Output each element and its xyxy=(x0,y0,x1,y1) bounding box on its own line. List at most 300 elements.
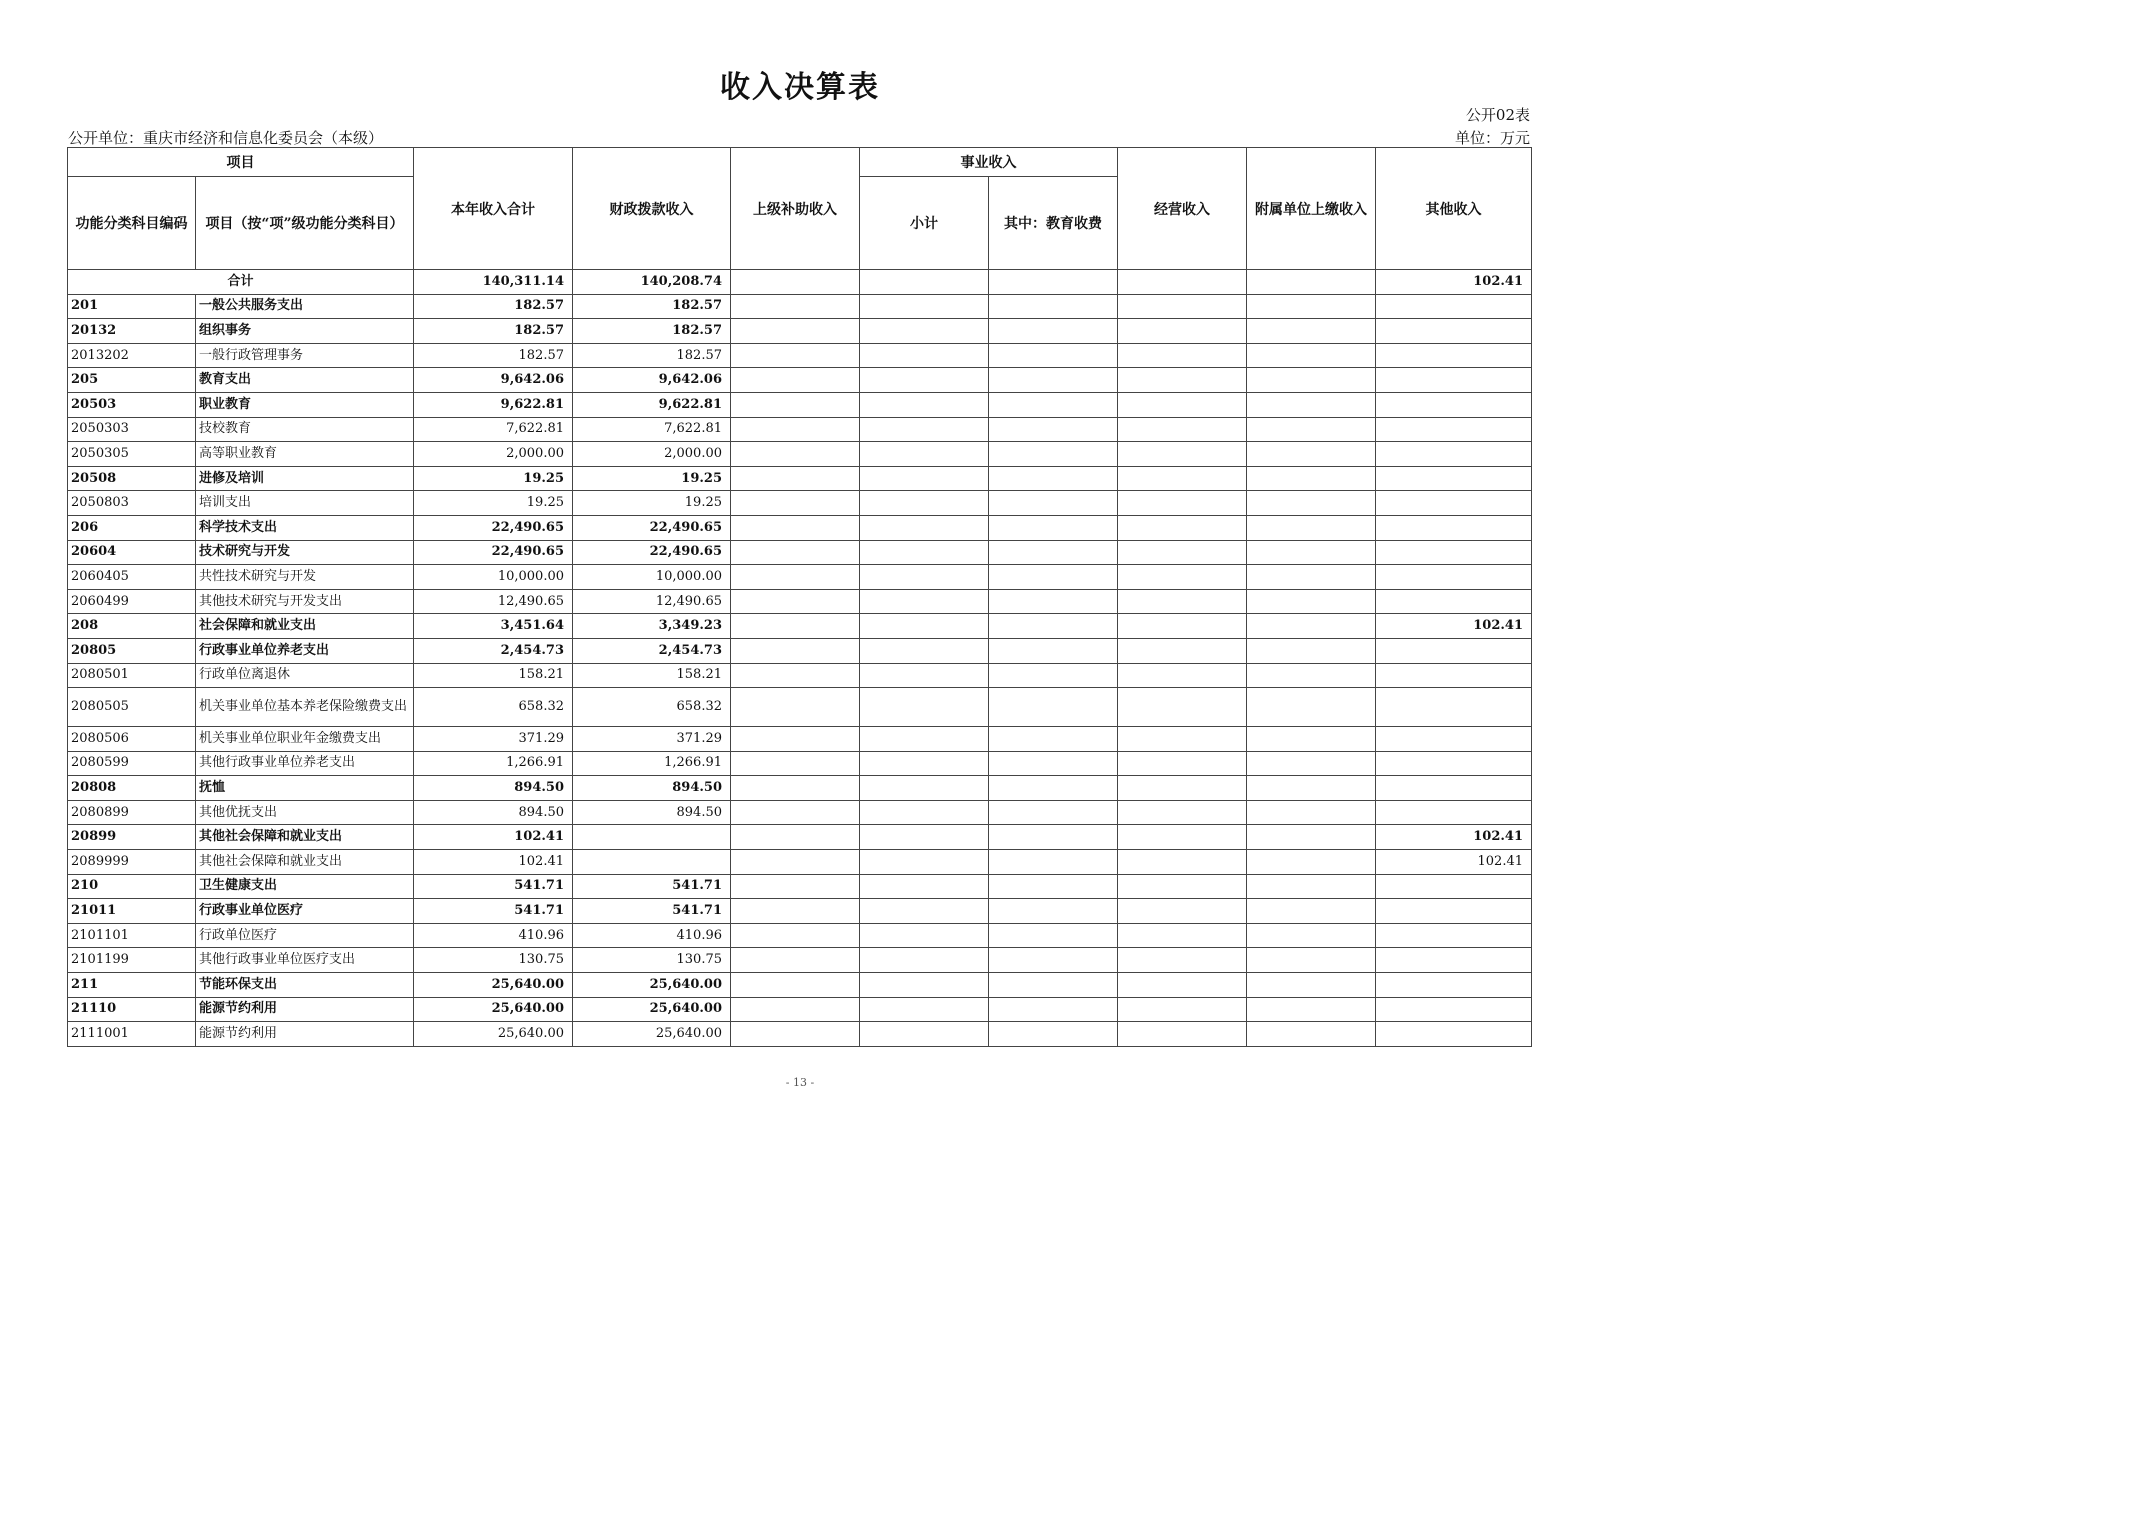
row-superior xyxy=(731,751,860,776)
header-edu: 其中：教育收费 xyxy=(989,177,1118,270)
row-edu xyxy=(989,923,1118,948)
row-superior xyxy=(731,294,860,319)
row-other xyxy=(1376,343,1532,368)
row-superior xyxy=(731,417,860,442)
row-subtotal xyxy=(860,825,989,850)
row-code: 206 xyxy=(68,515,196,540)
header-project: 项目 xyxy=(68,148,414,177)
reporting-unit: 公开单位：重庆市经济和信息化委员会（本级） xyxy=(68,129,384,147)
row-fiscal: 22,490.65 xyxy=(573,540,731,565)
row-operating xyxy=(1118,491,1247,516)
table-row xyxy=(68,688,1532,727)
row-subtotal xyxy=(860,688,989,727)
row-affiliated xyxy=(1247,638,1376,663)
table-row xyxy=(68,850,1532,875)
row-edu xyxy=(989,319,1118,344)
row-total: 25,640.00 xyxy=(414,1022,573,1047)
row-total: 102.41 xyxy=(414,850,573,875)
row-operating xyxy=(1118,663,1247,688)
row-subtotal xyxy=(860,874,989,899)
row-total: 25,640.00 xyxy=(414,997,573,1022)
row-other xyxy=(1376,776,1532,801)
row-edu xyxy=(989,442,1118,467)
row-fiscal: 25,640.00 xyxy=(573,1022,731,1047)
row-name: 行政事业单位养老支出 xyxy=(196,638,414,663)
row-name: 共性技术研究与开发 xyxy=(196,565,414,590)
row-operating xyxy=(1118,442,1247,467)
row-code: 2089999 xyxy=(68,850,196,875)
row-superior xyxy=(731,319,860,344)
row-affiliated xyxy=(1247,442,1376,467)
row-edu xyxy=(989,948,1118,973)
row-code: 2050303 xyxy=(68,417,196,442)
row-affiliated xyxy=(1247,417,1376,442)
table-row xyxy=(68,638,1532,663)
row-superior xyxy=(731,515,860,540)
row-name: 培训支出 xyxy=(196,491,414,516)
total-row xyxy=(68,270,1532,295)
row-total: 25,640.00 xyxy=(414,973,573,998)
total-label: 合计 xyxy=(68,270,414,295)
row-operating xyxy=(1118,368,1247,393)
row-edu xyxy=(989,343,1118,368)
row-total: 9,642.06 xyxy=(414,368,573,393)
row-subtotal xyxy=(860,899,989,924)
row-superior xyxy=(731,874,860,899)
row-total: 9,622.81 xyxy=(414,392,573,417)
row-operating xyxy=(1118,343,1247,368)
row-other: 102.41 xyxy=(1376,614,1532,639)
row-affiliated xyxy=(1247,997,1376,1022)
row-fiscal: 894.50 xyxy=(573,800,731,825)
row-affiliated xyxy=(1247,614,1376,639)
row-fiscal: 19.25 xyxy=(573,466,731,491)
row-name: 技校教育 xyxy=(196,417,414,442)
row-fiscal: 3,349.23 xyxy=(573,614,731,639)
row-total: 182.57 xyxy=(414,294,573,319)
row-subtotal xyxy=(860,948,989,973)
row-superior xyxy=(731,776,860,801)
row-edu xyxy=(989,540,1118,565)
row-name: 其他技术研究与开发支出 xyxy=(196,589,414,614)
table-row xyxy=(68,466,1532,491)
row-affiliated xyxy=(1247,392,1376,417)
row-operating xyxy=(1118,850,1247,875)
row-other xyxy=(1376,688,1532,727)
row-total: 2,454.73 xyxy=(414,638,573,663)
row-total: 19.25 xyxy=(414,466,573,491)
table-row xyxy=(68,417,1532,442)
table-row xyxy=(68,923,1532,948)
table-row xyxy=(68,589,1532,614)
row-superior xyxy=(731,1022,860,1047)
total-fiscal: 140,208.74 xyxy=(573,270,731,295)
row-total: 22,490.65 xyxy=(414,515,573,540)
row-fiscal: 541.71 xyxy=(573,874,731,899)
row-total: 894.50 xyxy=(414,776,573,801)
row-edu xyxy=(989,973,1118,998)
table-row xyxy=(68,825,1532,850)
row-superior xyxy=(731,800,860,825)
row-fiscal: 10,000.00 xyxy=(573,565,731,590)
row-code: 2050803 xyxy=(68,491,196,516)
row-total: 182.57 xyxy=(414,343,573,368)
table-row xyxy=(68,565,1532,590)
row-edu xyxy=(989,899,1118,924)
row-edu xyxy=(989,614,1118,639)
row-superior xyxy=(731,825,860,850)
row-affiliated xyxy=(1247,776,1376,801)
row-superior xyxy=(731,368,860,393)
row-code: 201 xyxy=(68,294,196,319)
header-affiliated: 附属单位上缴收入 xyxy=(1247,148,1376,270)
table-row xyxy=(68,319,1532,344)
row-subtotal xyxy=(860,776,989,801)
row-name: 其他行政事业单位医疗支出 xyxy=(196,948,414,973)
row-edu xyxy=(989,466,1118,491)
row-subtotal xyxy=(860,392,989,417)
row-operating xyxy=(1118,874,1247,899)
row-operating xyxy=(1118,776,1247,801)
row-other xyxy=(1376,294,1532,319)
row-name: 机关事业单位基本养老保险缴费支出 xyxy=(196,688,414,727)
row-affiliated xyxy=(1247,466,1376,491)
row-superior xyxy=(731,491,860,516)
row-fiscal: 12,490.65 xyxy=(573,589,731,614)
row-subtotal xyxy=(860,614,989,639)
row-edu xyxy=(989,638,1118,663)
header-operating: 经营收入 xyxy=(1118,148,1247,270)
row-total: 10,000.00 xyxy=(414,565,573,590)
header-superior: 上级补助收入 xyxy=(731,148,860,270)
row-other xyxy=(1376,923,1532,948)
row-operating xyxy=(1118,540,1247,565)
row-code: 20132 xyxy=(68,319,196,344)
row-code: 2111001 xyxy=(68,1022,196,1047)
row-name: 能源节约利用 xyxy=(196,1022,414,1047)
row-name: 能源节约利用 xyxy=(196,997,414,1022)
income-table xyxy=(67,147,1532,1047)
total-edu xyxy=(989,270,1118,295)
table-row xyxy=(68,663,1532,688)
total-superior xyxy=(731,270,860,295)
row-name: 科学技术支出 xyxy=(196,515,414,540)
row-code: 2080599 xyxy=(68,751,196,776)
row-fiscal: 410.96 xyxy=(573,923,731,948)
row-affiliated xyxy=(1247,368,1376,393)
row-fiscal: 182.57 xyxy=(573,343,731,368)
row-code: 2101101 xyxy=(68,923,196,948)
row-other xyxy=(1376,589,1532,614)
row-affiliated xyxy=(1247,850,1376,875)
row-total: 182.57 xyxy=(414,319,573,344)
row-operating xyxy=(1118,751,1247,776)
row-subtotal xyxy=(860,343,989,368)
row-other xyxy=(1376,442,1532,467)
row-name: 其他行政事业单位养老支出 xyxy=(196,751,414,776)
row-affiliated xyxy=(1247,751,1376,776)
row-name: 社会保障和就业支出 xyxy=(196,614,414,639)
table-row xyxy=(68,727,1532,752)
table-row xyxy=(68,1022,1532,1047)
row-code: 210 xyxy=(68,874,196,899)
row-total: 894.50 xyxy=(414,800,573,825)
row-other xyxy=(1376,663,1532,688)
row-fiscal xyxy=(573,825,731,850)
row-other xyxy=(1376,800,1532,825)
row-fiscal: 541.71 xyxy=(573,899,731,924)
total-operating xyxy=(1118,270,1247,295)
row-name: 进修及培训 xyxy=(196,466,414,491)
table-row xyxy=(68,751,1532,776)
row-fiscal: 25,640.00 xyxy=(573,997,731,1022)
row-operating xyxy=(1118,614,1247,639)
form-number: 公开02表 xyxy=(1465,106,1530,124)
row-other xyxy=(1376,948,1532,973)
row-other xyxy=(1376,973,1532,998)
row-name: 其他社会保障和就业支出 xyxy=(196,850,414,875)
row-total: 158.21 xyxy=(414,663,573,688)
row-code: 2080899 xyxy=(68,800,196,825)
row-fiscal: 894.50 xyxy=(573,776,731,801)
row-edu xyxy=(989,589,1118,614)
row-name: 抚恤 xyxy=(196,776,414,801)
page-title: 收入决算表 xyxy=(720,70,880,105)
row-name: 行政单位医疗 xyxy=(196,923,414,948)
row-edu xyxy=(989,874,1118,899)
row-code: 2013202 xyxy=(68,343,196,368)
table-row xyxy=(68,368,1532,393)
row-fiscal: 9,642.06 xyxy=(573,368,731,393)
row-superior xyxy=(731,614,860,639)
header-code: 功能分类科目编码 xyxy=(68,177,196,270)
row-total: 541.71 xyxy=(414,899,573,924)
row-superior xyxy=(731,899,860,924)
table-row xyxy=(68,540,1532,565)
row-subtotal xyxy=(860,515,989,540)
row-fiscal: 371.29 xyxy=(573,727,731,752)
table-body xyxy=(68,270,1532,1047)
row-subtotal xyxy=(860,973,989,998)
row-code: 208 xyxy=(68,614,196,639)
row-superior xyxy=(731,392,860,417)
row-other xyxy=(1376,997,1532,1022)
row-subtotal xyxy=(860,800,989,825)
table-row xyxy=(68,392,1532,417)
row-name: 技术研究与开发 xyxy=(196,540,414,565)
row-affiliated xyxy=(1247,343,1376,368)
row-code: 2060405 xyxy=(68,565,196,590)
row-superior xyxy=(731,663,860,688)
row-name: 节能环保支出 xyxy=(196,973,414,998)
row-affiliated xyxy=(1247,565,1376,590)
row-other: 102.41 xyxy=(1376,850,1532,875)
row-affiliated xyxy=(1247,589,1376,614)
row-name: 其他社会保障和就业支出 xyxy=(196,825,414,850)
row-total: 19.25 xyxy=(414,491,573,516)
row-code: 20604 xyxy=(68,540,196,565)
row-code: 21011 xyxy=(68,899,196,924)
row-subtotal xyxy=(860,923,989,948)
row-total: 371.29 xyxy=(414,727,573,752)
row-total: 3,451.64 xyxy=(414,614,573,639)
row-operating xyxy=(1118,417,1247,442)
row-fiscal: 158.21 xyxy=(573,663,731,688)
row-affiliated xyxy=(1247,688,1376,727)
row-superior xyxy=(731,442,860,467)
table-row xyxy=(68,899,1532,924)
total-income: 140,311.14 xyxy=(414,270,573,295)
row-other xyxy=(1376,1022,1532,1047)
row-subtotal xyxy=(860,663,989,688)
row-operating xyxy=(1118,800,1247,825)
row-operating xyxy=(1118,825,1247,850)
row-operating xyxy=(1118,1022,1247,1047)
row-other xyxy=(1376,515,1532,540)
row-code: 20805 xyxy=(68,638,196,663)
row-total: 2,000.00 xyxy=(414,442,573,467)
row-superior xyxy=(731,948,860,973)
row-fiscal: 1,266.91 xyxy=(573,751,731,776)
row-name: 高等职业教育 xyxy=(196,442,414,467)
row-code: 205 xyxy=(68,368,196,393)
row-fiscal: 7,622.81 xyxy=(573,417,731,442)
header-name: 项目（按“项”级功能分类科目） xyxy=(196,177,414,270)
row-superior xyxy=(731,466,860,491)
row-other xyxy=(1376,874,1532,899)
row-edu xyxy=(989,1022,1118,1047)
row-subtotal xyxy=(860,997,989,1022)
row-affiliated xyxy=(1247,923,1376,948)
row-other xyxy=(1376,319,1532,344)
row-name: 一般公共服务支出 xyxy=(196,294,414,319)
row-edu xyxy=(989,800,1118,825)
row-fiscal: 19.25 xyxy=(573,491,731,516)
row-edu xyxy=(989,776,1118,801)
row-fiscal: 2,454.73 xyxy=(573,638,731,663)
row-code: 2080506 xyxy=(68,727,196,752)
row-edu xyxy=(989,491,1118,516)
row-other xyxy=(1376,417,1532,442)
row-edu xyxy=(989,294,1118,319)
row-fiscal: 130.75 xyxy=(573,948,731,973)
header-subtotal: 小计 xyxy=(860,177,989,270)
row-other xyxy=(1376,727,1532,752)
row-affiliated xyxy=(1247,1022,1376,1047)
row-operating xyxy=(1118,319,1247,344)
row-superior xyxy=(731,850,860,875)
row-superior xyxy=(731,688,860,727)
row-operating xyxy=(1118,948,1247,973)
row-operating xyxy=(1118,688,1247,727)
table-row xyxy=(68,294,1532,319)
row-operating xyxy=(1118,392,1247,417)
row-affiliated xyxy=(1247,319,1376,344)
table-row xyxy=(68,948,1532,973)
row-edu xyxy=(989,417,1118,442)
row-edu xyxy=(989,392,1118,417)
row-subtotal xyxy=(860,442,989,467)
row-superior xyxy=(731,923,860,948)
row-total: 12,490.65 xyxy=(414,589,573,614)
row-fiscal: 658.32 xyxy=(573,688,731,727)
table-row xyxy=(68,800,1532,825)
row-operating xyxy=(1118,589,1247,614)
row-name: 其他优抚支出 xyxy=(196,800,414,825)
row-operating xyxy=(1118,997,1247,1022)
currency-unit: 单位：万元 xyxy=(1454,129,1530,147)
row-code: 20899 xyxy=(68,825,196,850)
row-affiliated xyxy=(1247,727,1376,752)
row-affiliated xyxy=(1247,825,1376,850)
row-edu xyxy=(989,751,1118,776)
row-code: 21110 xyxy=(68,997,196,1022)
row-operating xyxy=(1118,973,1247,998)
row-affiliated xyxy=(1247,874,1376,899)
row-operating xyxy=(1118,727,1247,752)
row-subtotal xyxy=(860,368,989,393)
row-subtotal xyxy=(860,638,989,663)
row-fiscal: 182.57 xyxy=(573,319,731,344)
row-affiliated xyxy=(1247,294,1376,319)
row-subtotal xyxy=(860,589,989,614)
row-name: 行政单位离退休 xyxy=(196,663,414,688)
row-operating xyxy=(1118,923,1247,948)
row-affiliated xyxy=(1247,515,1376,540)
row-operating xyxy=(1118,899,1247,924)
row-edu xyxy=(989,727,1118,752)
row-subtotal xyxy=(860,1022,989,1047)
row-subtotal xyxy=(860,319,989,344)
row-fiscal: 25,640.00 xyxy=(573,973,731,998)
row-name: 组织事务 xyxy=(196,319,414,344)
row-other xyxy=(1376,899,1532,924)
row-subtotal xyxy=(860,466,989,491)
row-affiliated xyxy=(1247,663,1376,688)
row-fiscal: 2,000.00 xyxy=(573,442,731,467)
row-code: 20508 xyxy=(68,466,196,491)
row-superior xyxy=(731,727,860,752)
row-edu xyxy=(989,997,1118,1022)
row-code: 211 xyxy=(68,973,196,998)
row-total: 102.41 xyxy=(414,825,573,850)
row-edu xyxy=(989,565,1118,590)
table-row xyxy=(68,614,1532,639)
header-business: 事业收入 xyxy=(860,148,1118,177)
row-code: 2101199 xyxy=(68,948,196,973)
row-superior xyxy=(731,973,860,998)
row-subtotal xyxy=(860,565,989,590)
row-code: 2080501 xyxy=(68,663,196,688)
header-total: 本年收入合计 xyxy=(414,148,573,270)
row-code: 20503 xyxy=(68,392,196,417)
table-row xyxy=(68,442,1532,467)
row-total: 22,490.65 xyxy=(414,540,573,565)
row-total: 658.32 xyxy=(414,688,573,727)
header-fiscal: 财政拨款收入 xyxy=(573,148,731,270)
row-operating xyxy=(1118,565,1247,590)
row-superior xyxy=(731,997,860,1022)
row-name: 机关事业单位职业年金缴费支出 xyxy=(196,727,414,752)
row-fiscal: 9,622.81 xyxy=(573,392,731,417)
row-operating xyxy=(1118,466,1247,491)
total-subtotal xyxy=(860,270,989,295)
row-edu xyxy=(989,663,1118,688)
row-total: 541.71 xyxy=(414,874,573,899)
row-operating xyxy=(1118,294,1247,319)
row-affiliated xyxy=(1247,973,1376,998)
table-row xyxy=(68,515,1532,540)
